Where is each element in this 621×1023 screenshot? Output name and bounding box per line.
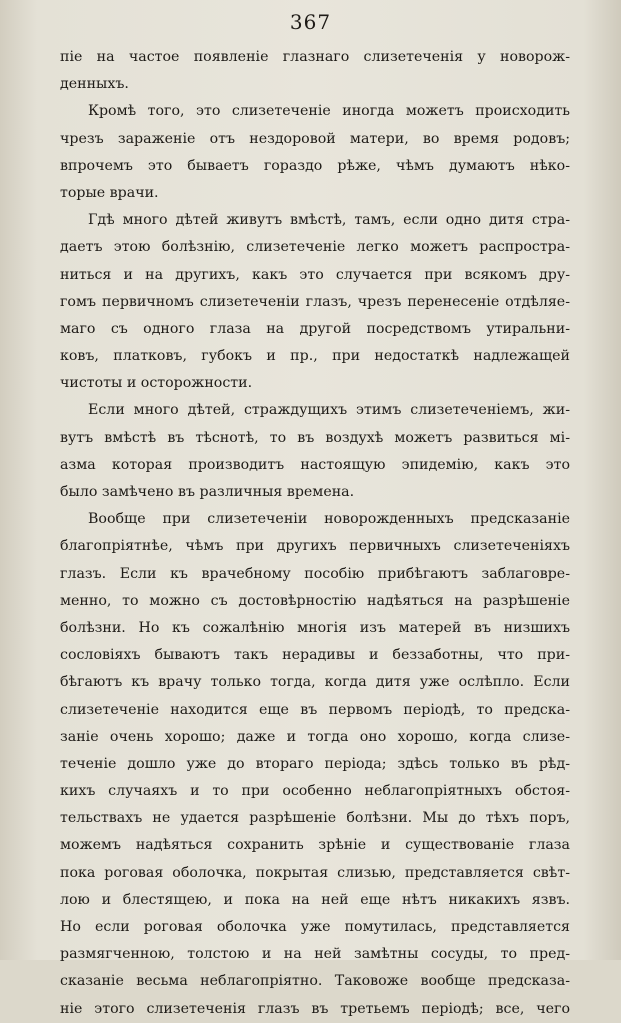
text-line: менно, то можно съ достовѣрностію надѣяться на разрѣшеніе [60,592,570,609]
page-number: 367 [289,10,332,34]
text-line: бѣгаютъ къ врачу только тогда, когда дитя уже ослѣпло. Если [60,674,570,691]
text-line: Если много дѣтей, страждущихъ этимъ слизетеченіемъ, жи- [88,402,570,419]
text-line: Вообще при слизетеченіи новорожденныхъ предсказаніе [88,511,570,528]
text-line: можемъ надѣяться сохранить зрѣніе и существованіе глаза [60,837,570,854]
text-line: ніе этого слизетеченія глазъ въ третьемъ періодѣ; все, чего [60,1000,570,1017]
text-line: было замѣчено въ различныя времена. [60,484,355,500]
text-line: благопріятнѣе, чѣмъ при другихъ первичныхъ слизетеченіяхъ [60,538,570,555]
text-line: сказаніе весьма неблагопріятно. Таковоже вообще предсказа- [60,973,570,990]
text-line: лою и блестящею, и пока на ней еще нѣтъ никакихъ язвъ. [60,891,570,908]
text-line: глазъ. Если къ врачебному пособію прибѣгаютъ заблаговре- [60,565,570,582]
text-line: денныхъ. [60,76,129,93]
text-line: вутъ вмѣстѣ въ тѣснотѣ, то въ воздухѣ можетъ развиться мі- [60,429,570,446]
text-line: кихъ случаяхъ и то при особенно неблагопріятныхъ обстоя- [60,783,570,800]
text-line: піе на частое появленіе глазнаго слизетеченія у новорож- [60,49,570,65]
text-line: пока роговая оболочка, покрытая слизью, представляется свѣт- [60,864,570,881]
text-line: тельствахъ не удается разрѣшеніе болѣзни. Мы до тѣхъ поръ, [60,810,570,827]
text-line: маго съ одного глаза на другой посредствомъ утиральни- [60,320,570,337]
text-line: азма которая производитъ настоящую эпидемію, какъ это [60,456,570,473]
text-line: чрезъ зараженіе отъ нездоровой матери, во время родовъ; [60,130,570,147]
text-line: гомъ первичномъ слизетеченіи глазъ, чрезъ перенесеніе отдѣляе- [60,293,570,310]
text-line: даетъ этою болѣзнію, слизетеченіе легко можетъ распростра- [60,239,570,256]
text-line: торые врачи. [60,184,159,201]
text-line: теченіе дошло уже до втораго періода; здѣсь только въ рѣд- [60,755,570,772]
text-line: ковъ, платковъ, губокъ и пр., при недостаткѣ надлежащей [60,348,570,365]
text-line: Но если роговая оболочка уже помутилась, представляется [60,919,570,935]
text-line: слизетеченіе находится еще въ первомъ періодѣ, то предска- [60,701,570,718]
text-line: сословіяхъ бываютъ такъ нерадивы и беззаботны, что при- [60,647,570,664]
text-line: чистоты и осторожности. [60,375,253,392]
text-line: заніе очень хорошо; даже и тогда оно хорошо, когда слизе- [60,728,570,745]
text-line: Кромѣ того, это слизетеченіе иногда можетъ происходить [88,103,570,120]
text-line: болѣзни. Но къ сожалѣнію многія изъ матерей въ низшихъ [60,619,570,636]
text-line: Гдѣ много дѣтей живутъ вмѣстѣ, тамъ, если одно дитя стра- [88,212,570,229]
text-body [60,44,570,1023]
text-line: ниться и на другихъ, какъ это случается при всякомъ дру- [60,266,570,283]
text-line: впрочемъ это бываетъ гораздо рѣже, чѣмъ думаютъ нѣко- [60,157,570,174]
text-line: размягченною, толстою и на ней замѣтны сосуды, то пред- [60,946,570,963]
